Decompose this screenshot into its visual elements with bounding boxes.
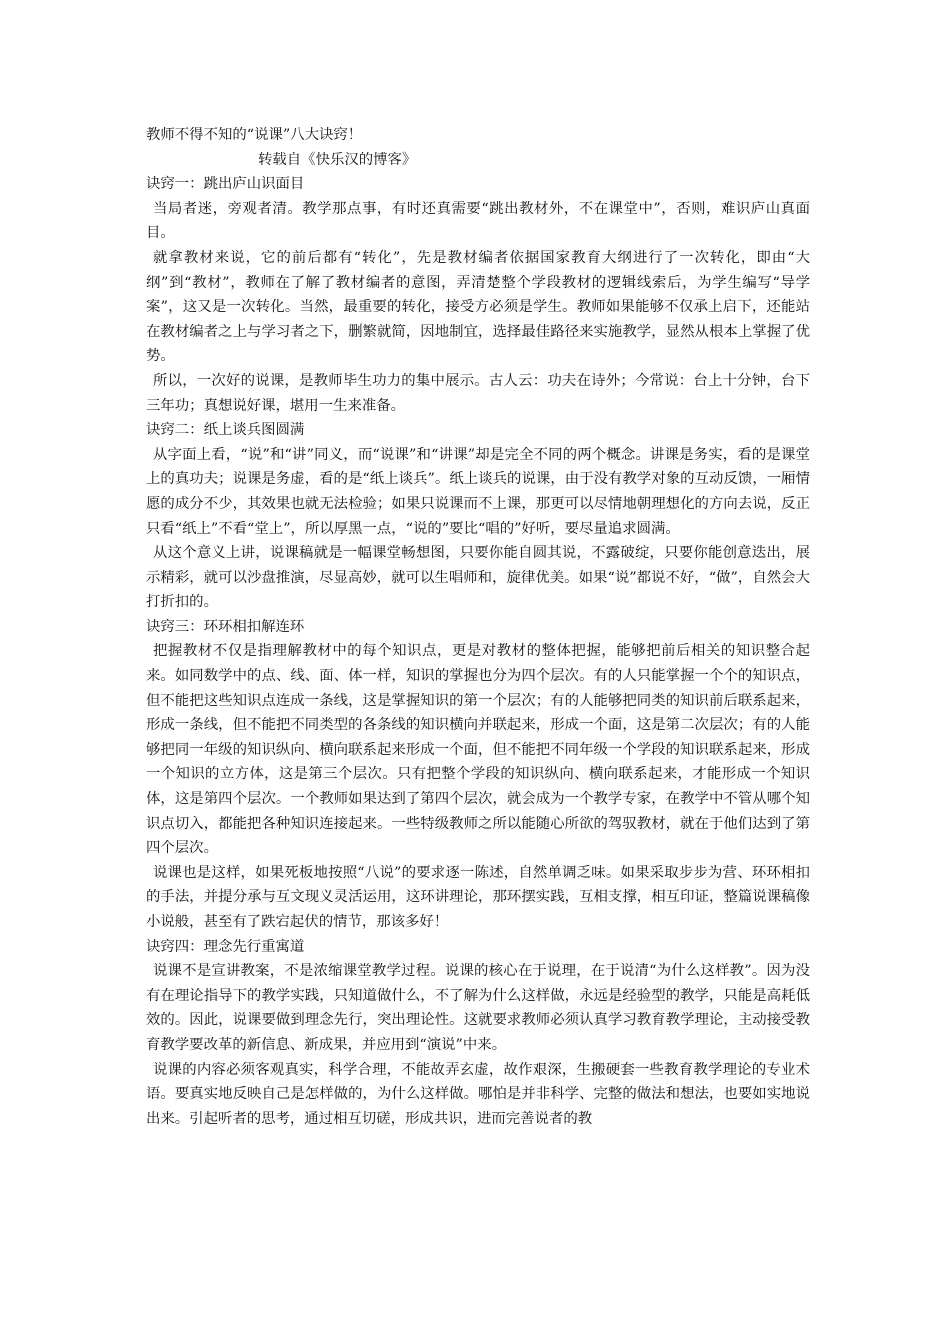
section-heading-4: 诀窍四：理念先行重寓道 <box>146 938 305 955</box>
section-heading-1: 诀窍一：跳出庐山识面目 <box>146 176 305 193</box>
document-title: 教师不得不知的“说课”八大诀窍！ <box>146 127 363 143</box>
paragraph: 说课的内容必须客观真实，科学合理，不能故弄玄虚，故作艰深，生搬硬套一些教育教学理论的专业术语。要真实地反映自己是怎样做的，为什么这样做。哪怕是并非科学、完整的做法和想法，也要如实地说出来。引起听者的思考，通过相互切磋，形成共识，进而完善说者的教 <box>146 1061 810 1127</box>
paragraph: 把握教材不仅是指理解教材中的每个知识点，更是对教材的整体把握，能够把前后相关的知识整合起来。如同数学中的点、线、面、体一样，知识的掌握也分为四个层次。有的人只能掌握一个个的知识点，但不能把这些知识点连成一条线，这是掌握知识的第一个层次；有的人能够把同类的知识前后联系起来，形成一条线，但不能把不同类型的各条线的知识横向并联起来，形成一个面，这是第二次层次；有的人能够把同一年级的知识纵向、横向联系起来形成一个面，但不能把不同年级一个学段的知识联系起来，形成一个知识的立方体，这是第三个层次。只有把整个学段的知识纵向、横向联系起来，才能形成一个知识体，这是第四个层次。一个教师如果达到了第四个层次，就会成为一个教学专家，在教学中不管从哪个知识点切入，都能把各种知识连接起来。一些特级教师之所以能随心所欲的驾驭教材，就在于他们达到了第四个层次。 <box>146 643 810 857</box>
document-subtitle: 转载自《快乐汉的博客》 <box>258 151 417 168</box>
paragraph: 所以，一次好的说课，是教师毕生功力的集中展示。古人云：功夫在诗外；今常说：台上十分钟，台下三年功；真想说好课，堪用一生来准备。 <box>146 372 810 414</box>
section-heading-2: 诀窍二：纸上谈兵图圆满 <box>146 422 305 439</box>
document-page <box>146 123 810 1131</box>
section-heading-3: 诀窍三：环环相扣解连环 <box>146 618 305 635</box>
paragraph: 从字面上看，“说”和“讲”同义，而“说课”和“讲课”却是完全不同的两个概念。讲课是务实，看的是课堂上的真功夫；说课是务虚，看的是“纸上谈兵”。纸上谈兵的说课，由于没有教学对象的互动反馈，一厢情愿的成分不少，其效果也就无法检验；如果只说课而不上课，那更可以尽情地朝理想化的方向去说，反正只看“纸上”不看“堂上”，所以厚黑一点，“说的”要比“唱的”好听，要尽量追求圆满。 <box>146 446 810 537</box>
paragraph: 当局者迷，旁观者清。教学那点事，有时还真需要“跳出教材外，不在课堂中”，否则，难识庐山真面目。 <box>146 200 810 242</box>
paragraph: 就拿教材来说，它的前后都有“转化”，先是教材编者依据国家教育大纲进行了一次转化，即由“大纲”到“教材”，教师在了解了教材编者的意图，弄清楚整个学段教材的逻辑线索后，为学生编写“导学案”，这又是一次转化。当然，最重要的转化，接受方必须是学生。教师如果能够不仅承上启下，还能站在教材编者之上与学习者之下，删繁就简，因地制宜，选择最佳路径来实施教学，显然从根本上掌握了优势。 <box>146 249 810 365</box>
paragraph: 从这个意义上讲，说课稿就是一幅课堂畅想图，只要你能自圆其说，不露破绽，只要你能创意迭出，展示精彩，就可以沙盘推演，尽显高妙，就可以生唱师和，旋律优美。如果“说”都说不好，“做”，自然会大打折扣的。 <box>146 545 810 611</box>
paragraph: 说课不是宣讲教案，不是浓缩课堂教学过程。说课的核心在于说理，在于说清“为什么这样教”。因为没有在理论指导下的教学实践，只知道做什么，不了解为什么这样做，永远是经验型的教学，只能是高耗低效的。因此，说课要做到理念先行，突出理论性。这就要求教师必须认真学习教育教学理论，主动接受教育教学要改革的新信息、新成果，并应用到“演说”中来。 <box>146 963 810 1053</box>
paragraph: 说课也是这样，如果死板地按照“八说”的要求逐一陈述，自然单调乏味。如果采取步步为营、环环相扣的手法，并提分承与互文现义灵活运用，这环讲理论，那环摆实践，互相支撑，相互印证，整篇说课稿像小说般，甚至有了跌宕起伏的情节，那该多好！ <box>146 864 810 930</box>
